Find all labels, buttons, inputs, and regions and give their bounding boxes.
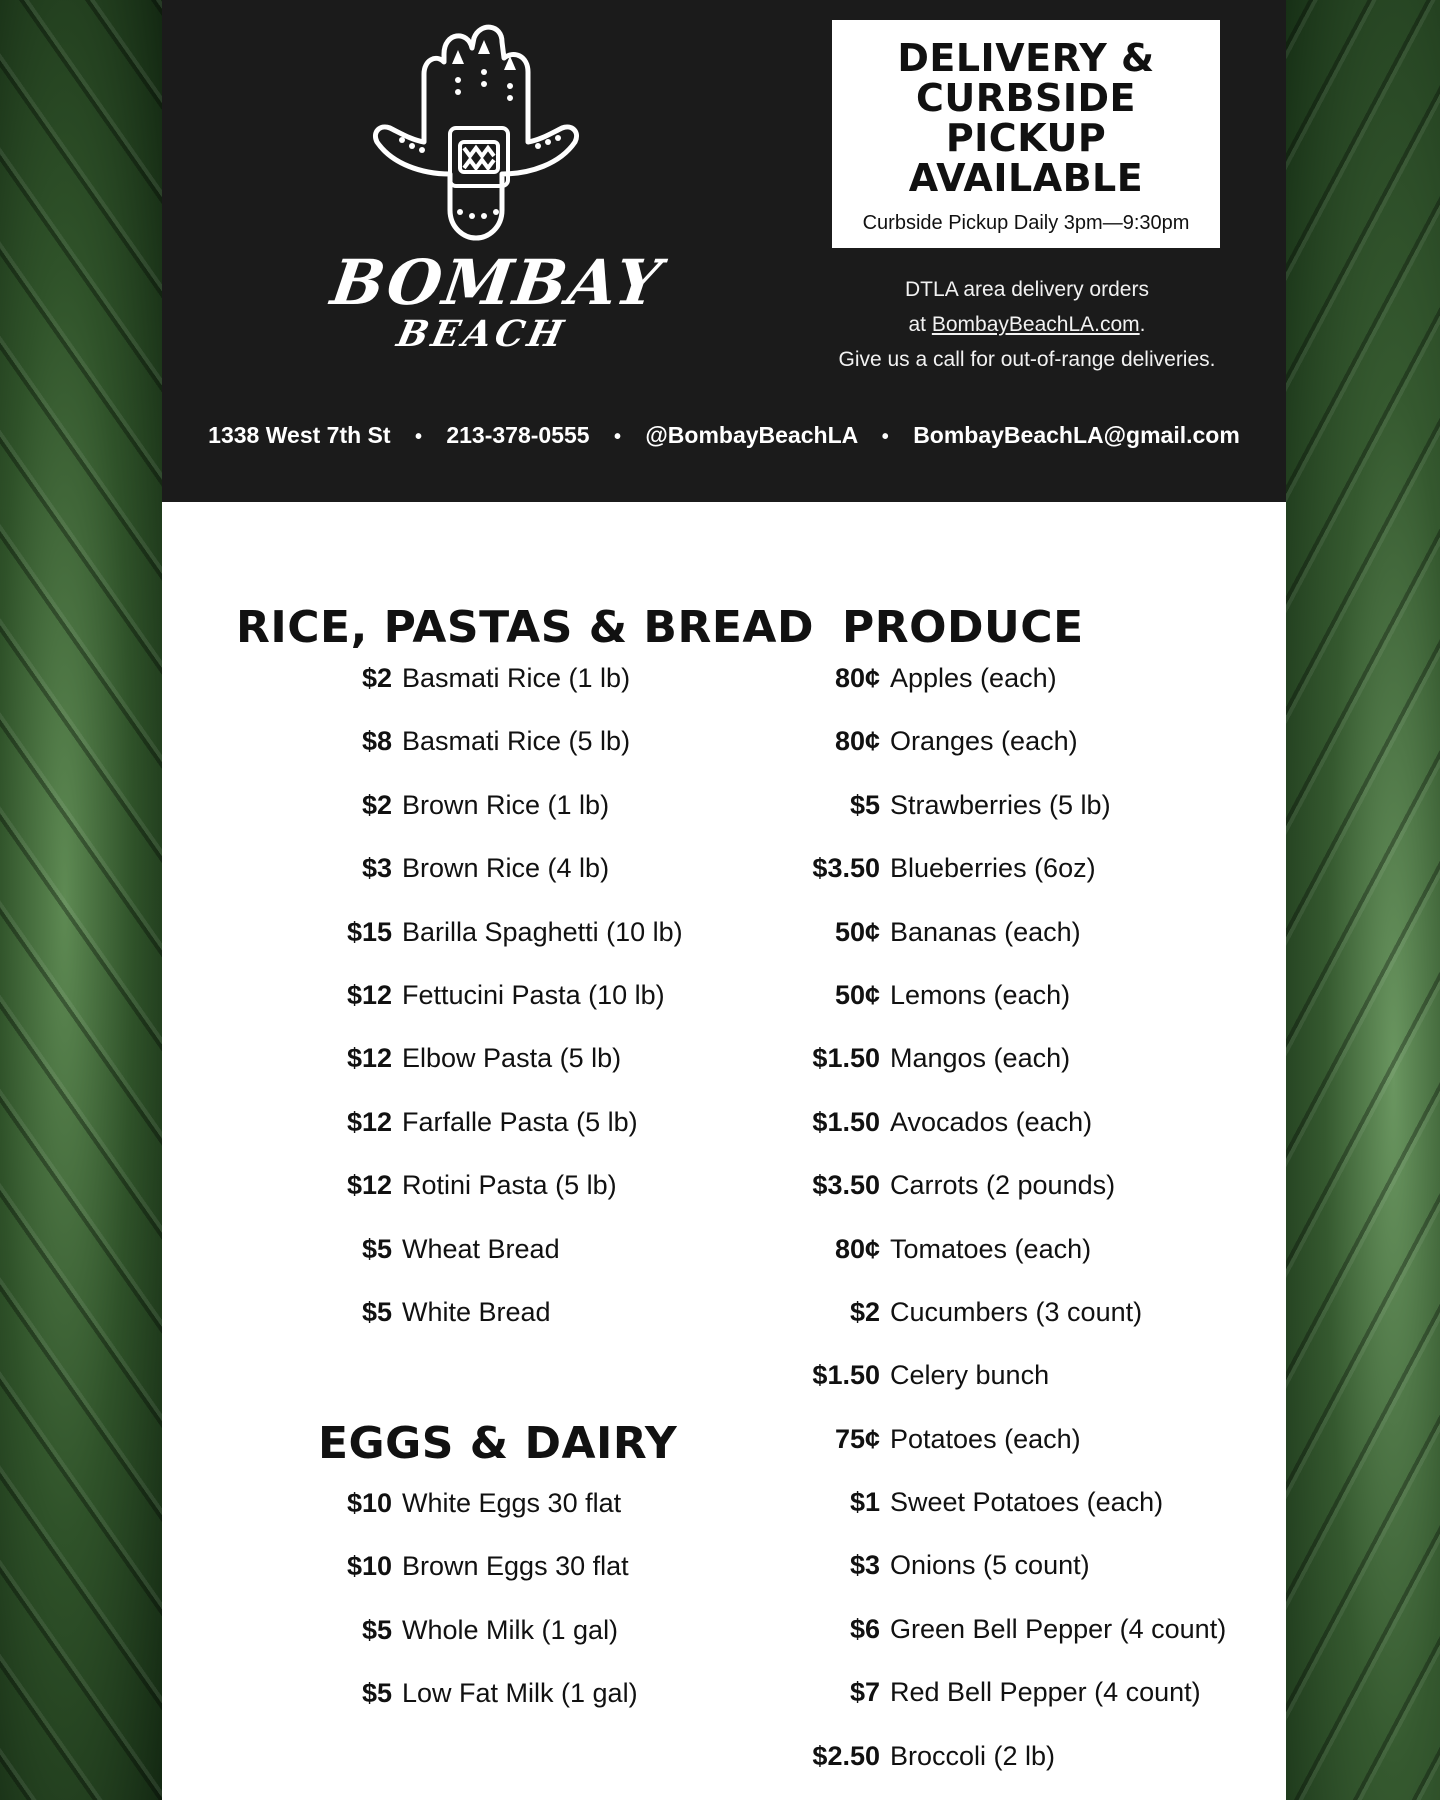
item-price: $12 <box>346 1106 392 1137</box>
item-name: Whole Milk (1 gal) <box>402 1614 619 1645</box>
item-name: Sweet Potatoes (each) <box>890 1487 1164 1518</box>
item-name: Bananas (each) <box>890 916 1081 947</box>
item-price: $12 <box>346 1043 392 1074</box>
separator-dot: • <box>414 426 422 448</box>
item-name: Cucumbers (3 count) <box>890 1296 1143 1327</box>
item-price: $15 <box>346 916 392 947</box>
website-link[interactable]: BombayBeachLA.com <box>931 313 1140 336</box>
item-name: Onions (5 count) <box>890 1550 1090 1581</box>
menu-item <box>764 790 1226 853</box>
item-name: Potatoes (each) <box>890 1423 1081 1454</box>
social-handle[interactable]: @BombayBeachLA <box>645 422 858 448</box>
item-price: $2 <box>361 789 392 820</box>
item-name: Basmati Rice (5 lb) <box>402 726 631 757</box>
item-price: $5 <box>361 1233 392 1264</box>
delivery-line-3: Give us a call for out-of-range deliveries. <box>838 348 1216 371</box>
item-price: $12 <box>346 979 392 1010</box>
menu-item <box>162 1488 638 1551</box>
menu-item <box>764 1487 1226 1550</box>
item-name: Elbow Pasta (5 lb) <box>402 1043 622 1074</box>
item-name: Mangos (each) <box>890 1043 1071 1074</box>
menu-item <box>764 1360 1226 1423</box>
delivery-line-2-prefix: at <box>908 313 932 336</box>
menu-item <box>764 917 1226 980</box>
item-name: Broccoli (2 lb) <box>890 1740 1056 1771</box>
item-name: Wheat Bread <box>402 1233 560 1264</box>
item-name: Brown Rice (1 lb) <box>402 789 610 820</box>
menu-item <box>764 1234 1226 1297</box>
item-name: Strawberries (5 lb) <box>890 789 1111 820</box>
separator-dot: • <box>881 426 889 448</box>
brand-logo <box>326 24 668 364</box>
menu-item <box>162 1615 638 1678</box>
menu-item <box>162 853 683 916</box>
item-price: 80¢ <box>834 1233 880 1264</box>
item-price: $5 <box>361 1678 392 1709</box>
menu-item <box>764 1170 1226 1233</box>
item-name: Low Fat Milk (1 gal) <box>402 1678 638 1709</box>
item-price: $1 <box>849 1487 880 1518</box>
item-name: Red Bell Pepper (4 count) <box>890 1677 1201 1708</box>
item-price: $5 <box>361 1614 392 1645</box>
item-name: Brown Rice (4 lb) <box>402 853 610 884</box>
item-price: 50¢ <box>834 979 880 1010</box>
item-name: Blueberries (6oz) <box>890 853 1096 884</box>
hamsa-hand-icon <box>332 24 632 254</box>
item-name: Basmati Rice (1 lb) <box>402 663 631 693</box>
notice-title-line: CURBSIDE <box>916 76 1136 120</box>
menu-item <box>162 1234 683 1297</box>
menu-item <box>162 790 683 853</box>
menu-item <box>162 726 683 789</box>
leaf-background-right <box>1286 0 1440 1800</box>
item-price: $2 <box>361 663 392 693</box>
item-name: Apples (each) <box>890 663 1057 693</box>
menu-item <box>764 1614 1226 1677</box>
item-name: Fettucini Pasta (10 lb) <box>402 979 665 1010</box>
brand-wordmark <box>326 246 668 355</box>
rice-items <box>162 663 683 1360</box>
delivery-line-1: DTLA area delivery orders <box>905 278 1149 301</box>
item-price: $7 <box>849 1677 880 1708</box>
item-name: Brown Eggs 30 flat <box>402 1551 629 1582</box>
item-name: Celery bunch <box>890 1360 1050 1391</box>
notice-title <box>832 38 1220 198</box>
menu-item <box>764 1043 1226 1106</box>
brand-name-line1: BOMBAY <box>326 246 668 319</box>
item-price: $3 <box>849 1550 880 1581</box>
notice-title-line: AVAILABLE <box>908 156 1144 200</box>
item-name: White Eggs 30 flat <box>402 1488 622 1518</box>
eggs-items <box>162 1488 638 1742</box>
brand-name-line2: BEACH <box>393 313 571 355</box>
item-name: Barilla Spaghetti (10 lb) <box>402 916 683 947</box>
item-price: 80¢ <box>834 663 880 693</box>
menu-item <box>764 726 1226 789</box>
item-name: Lemons (each) <box>890 979 1071 1010</box>
item-price: $6 <box>849 1613 880 1644</box>
address: 1338 West 7th St <box>208 422 391 448</box>
menu-item <box>162 1170 683 1233</box>
menu-item <box>162 663 683 726</box>
item-name: Avocados (each) <box>890 1106 1093 1137</box>
delivery-notice-box <box>832 20 1220 248</box>
menu-item <box>764 1550 1226 1613</box>
item-name: Rotini Pasta (5 lb) <box>402 1170 617 1201</box>
item-price: $2 <box>849 1296 880 1327</box>
menu-item <box>764 853 1226 916</box>
menu-sheet <box>162 0 1286 1800</box>
item-price: $3.50 <box>812 853 880 884</box>
item-name: Oranges (each) <box>890 726 1078 757</box>
phone-number[interactable]: 213-378-0555 <box>446 422 590 448</box>
menu-item <box>162 1107 683 1170</box>
notice-title-line: DELIVERY & <box>897 36 1155 80</box>
menu-item <box>764 980 1226 1043</box>
menu-item <box>764 1424 1226 1487</box>
item-name: Farfalle Pasta (5 lb) <box>402 1106 638 1137</box>
item-price: 80¢ <box>834 726 880 757</box>
section-title-produce: PRODUCE <box>842 602 1084 653</box>
menu-item <box>764 1297 1226 1360</box>
item-price: $5 <box>849 789 880 820</box>
menu-item <box>764 663 1226 726</box>
item-price: $10 <box>346 1488 392 1518</box>
item-name: White Bread <box>402 1296 551 1327</box>
item-price: $8 <box>361 726 392 757</box>
menu-item <box>162 917 683 980</box>
item-price: $1.50 <box>812 1106 880 1137</box>
email-address[interactable]: BombayBeachLA@gmail.com <box>913 422 1240 448</box>
menu-item <box>162 1551 638 1614</box>
menu-item <box>764 1741 1226 1800</box>
delivery-line-2-suffix: . <box>1139 313 1146 336</box>
menu-item <box>764 1107 1226 1170</box>
item-price: 75¢ <box>834 1423 880 1454</box>
contact-bar <box>162 422 1286 449</box>
menu-item <box>162 1678 638 1741</box>
item-price: $3 <box>361 853 392 884</box>
item-price: $1.50 <box>812 1360 880 1391</box>
item-name: Green Bell Pepper (4 count) <box>890 1613 1227 1644</box>
separator-dot: • <box>613 426 621 448</box>
item-name: Carrots (2 pounds) <box>890 1170 1116 1201</box>
item-price: $12 <box>346 1170 392 1201</box>
menu-header <box>162 0 1286 502</box>
item-price: $10 <box>346 1551 392 1582</box>
section-title-eggs: EGGS & DAIRY <box>318 1418 678 1469</box>
delivery-line-2 <box>802 307 1252 342</box>
menu-item <box>162 1043 683 1106</box>
item-price: $5 <box>361 1296 392 1327</box>
item-price: $2.50 <box>812 1740 880 1771</box>
section-title-rice: RICE, PASTAS & BREAD <box>236 602 814 653</box>
notice-title-line: PICKUP <box>945 116 1107 160</box>
menu-item <box>162 1297 683 1360</box>
item-price: $3.50 <box>812 1170 880 1201</box>
curbside-hours: Curbside Pickup Daily 3pm—9:30pm <box>862 212 1190 234</box>
item-name: Tomatoes (each) <box>890 1233 1092 1264</box>
produce-items <box>764 663 1226 1800</box>
menu-item <box>162 980 683 1043</box>
menu-item <box>764 1677 1226 1740</box>
leaf-background-left <box>0 0 162 1800</box>
item-price: 50¢ <box>834 916 880 947</box>
item-price: $1.50 <box>812 1043 880 1074</box>
delivery-info <box>802 272 1252 377</box>
